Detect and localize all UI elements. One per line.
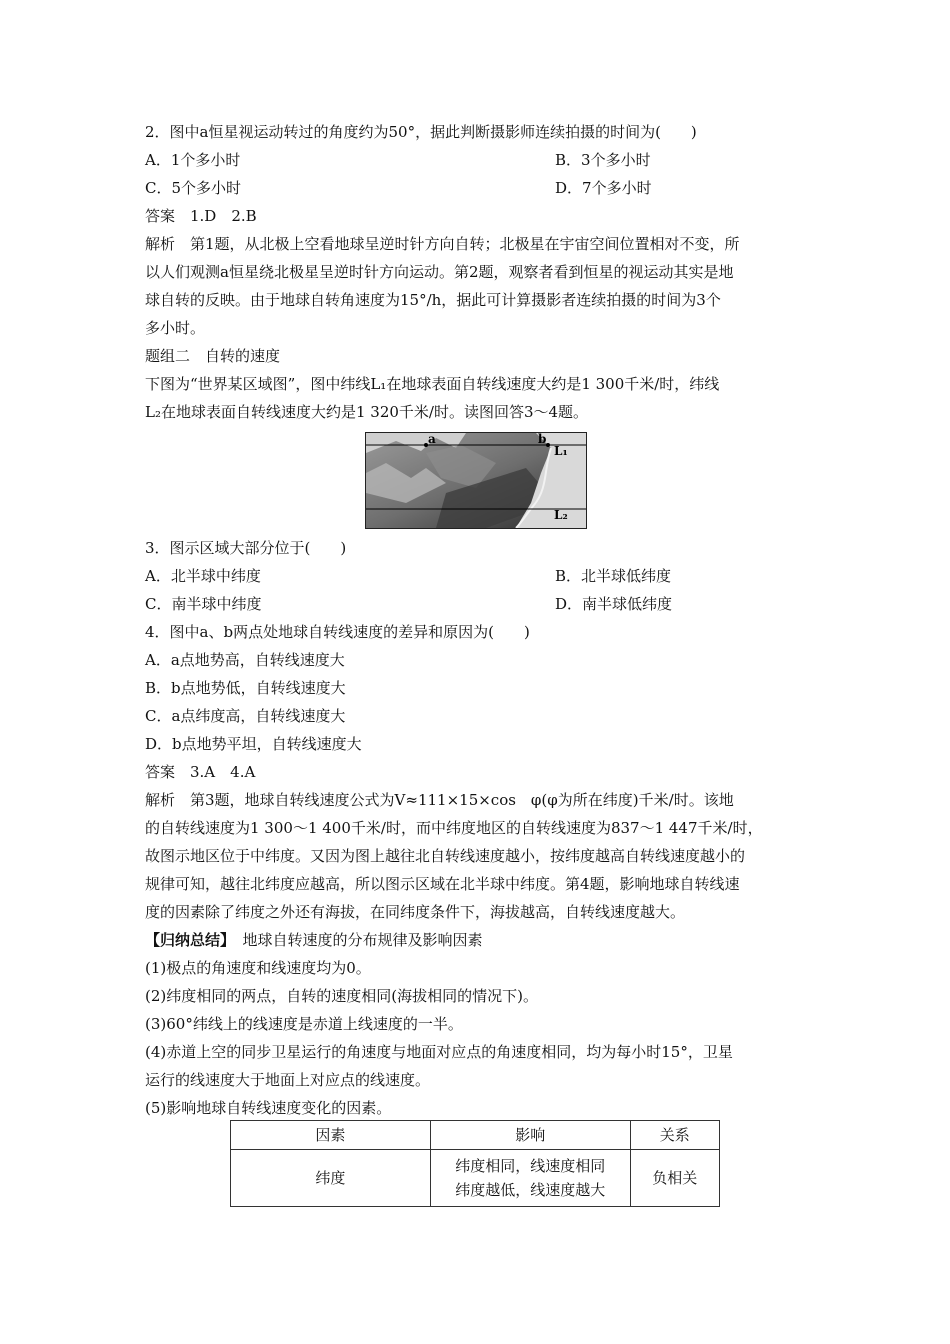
table-row bbox=[231, 1150, 720, 1207]
option-c: C．南半球中纬度 bbox=[145, 595, 262, 613]
analysis-line: 的自转线速度为1 300～1 400千米/时，而中纬度地区的自转线速度为837～1 447千米/时， bbox=[145, 819, 763, 837]
question-3-options-row2 bbox=[145, 595, 815, 613]
option-d: D．b点地势平坦，自转线速度大 bbox=[145, 735, 362, 753]
analysis-line: 度的因素除了纬度之外还有海拔，在同纬度条件下，海拔越高，自转线速度越大。 bbox=[145, 903, 686, 921]
analysis-line: 解析 第1题，从北极上空看地球呈逆时针方向自转；北极星在宇宙空间位置相对不变，所 bbox=[145, 235, 740, 253]
analysis-line: 球自转的反映。由于地球自转角速度为15°/h，据此可计算摄影者连续拍摄的时间为3个 bbox=[145, 291, 721, 309]
table-cell-effect bbox=[430, 1150, 630, 1207]
option-c: C．5个多小时 bbox=[145, 179, 242, 197]
question-4-stem: 4．图中a、b两点处地球自转线速度的差异和原因为( ) bbox=[145, 623, 530, 641]
option-a: A．北半球中纬度 bbox=[145, 567, 261, 585]
answer-3-4: 答案 3.A 4.A bbox=[145, 763, 256, 781]
table-header: 影响 bbox=[430, 1121, 630, 1150]
option-c: C．a点纬度高，自转线速度大 bbox=[145, 707, 346, 725]
label-a: a bbox=[428, 432, 436, 446]
effect-line: 纬度相同，线速度相同 bbox=[455, 1157, 606, 1175]
table-header: 因素 bbox=[231, 1121, 431, 1150]
analysis-line: 解析 第3题，地球自转线速度公式为V≈111×15×cos φ(φ为所在纬度)千米/时。该地 bbox=[145, 791, 734, 809]
intro-line: 下图为“世界某区域图”，图中纬线L₁在地球表面自转线速度大约是1 300千米/时，纬线 bbox=[145, 375, 720, 393]
table-header: 关系 bbox=[630, 1121, 719, 1150]
option-b: B．北半球低纬度 bbox=[555, 567, 672, 585]
effect-line: 纬度越低，线速度越大 bbox=[455, 1181, 606, 1199]
option-b: B．3个多小时 bbox=[555, 151, 651, 169]
summary-item: 运行的线速度大于地面上对应点的线速度。 bbox=[145, 1071, 431, 1089]
analysis-line: 以人们观测a恒星绕北极星呈逆时针方向运动。第2题，观察者看到恒星的视运动其实是地 bbox=[145, 263, 734, 281]
option-a: A．1个多小时 bbox=[145, 151, 241, 169]
intro-line: L₂在地球表面自转线速度大约是1 320千米/时。读图回答3～4题。 bbox=[145, 403, 589, 421]
summary-tag: 【归纳总结】 bbox=[145, 931, 228, 949]
option-a: A．a点地势高，自转线速度大 bbox=[145, 651, 345, 669]
option-d: D．7个多小时 bbox=[555, 179, 652, 197]
region-map-figure bbox=[365, 432, 587, 529]
summary-item: (1)极点的角速度和线速度均为0。 bbox=[145, 959, 371, 977]
label-l2: L₂ bbox=[554, 508, 568, 522]
summary-item: (5)影响地球自转线速度变化的因素。 bbox=[145, 1099, 392, 1117]
table-cell-factor: 纬度 bbox=[231, 1150, 431, 1207]
table-cell-relation: 负相关 bbox=[630, 1150, 719, 1207]
relief-map-image bbox=[366, 433, 586, 528]
summary-item: (3)60°纬线上的线速度是赤道上线速度的一半。 bbox=[145, 1015, 463, 1033]
table-header-row bbox=[231, 1121, 720, 1150]
analysis-line: 多小时。 bbox=[145, 319, 206, 337]
summary-item: (4)赤道上空的同步卫星运行的角速度与地面对应点的角速度相同，均为每小时15°，卫星 bbox=[145, 1043, 733, 1061]
question-3-stem: 3．图示区域大部分位于( ) bbox=[145, 539, 347, 557]
question-3-options-row1 bbox=[145, 567, 815, 585]
option-d: D．南半球低纬度 bbox=[555, 595, 673, 613]
analysis-line: 规律可知，越往北纬度应越高，所以图示区域在北半球中纬度。第4题，影响地球自转线速 bbox=[145, 875, 740, 893]
summary-heading bbox=[145, 931, 815, 949]
group-2-title: 题组二 自转的速度 bbox=[145, 347, 281, 365]
question-2-options-row2 bbox=[145, 179, 815, 197]
summary-item: (2)纬度相同的两点，自转的速度相同(海拔相同的情况下)。 bbox=[145, 987, 538, 1005]
label-b: b bbox=[538, 432, 547, 446]
option-b: B．b点地势低，自转线速度大 bbox=[145, 679, 346, 697]
question-2-stem: 2．图中a恒星视运动转过的角度约为50°，据此判断摄影师连续拍摄的时间为( ) bbox=[145, 123, 697, 141]
question-2-options-row1 bbox=[145, 151, 815, 169]
summary-title: 地球自转速度的分布规律及影响因素 bbox=[227, 931, 483, 949]
analysis-line: 故图示地区位于中纬度。又因为图上越往北自转线速度越小，按纬度越高自转线速度越小的 bbox=[145, 847, 746, 865]
answer-1-2: 答案 1.D 2.B bbox=[145, 207, 257, 225]
label-l1: L₁ bbox=[554, 444, 568, 458]
factors-table bbox=[230, 1120, 720, 1207]
